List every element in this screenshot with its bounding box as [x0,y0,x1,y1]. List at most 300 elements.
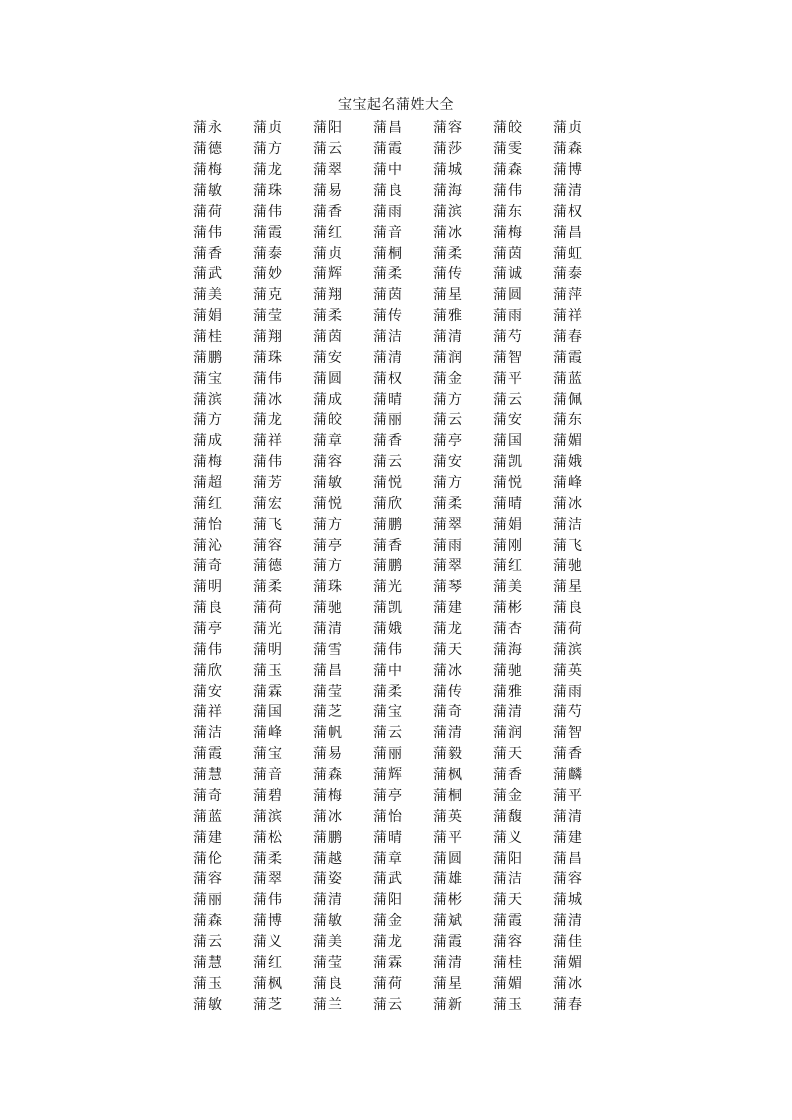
name-cell: 蒲云 [313,141,343,158]
name-cell: 蒲容 [493,933,523,950]
name-cell: 蒲茵 [373,287,403,304]
name-row [193,431,613,452]
name-cell: 蒲武 [193,266,223,283]
name-cell: 蒲权 [373,370,403,387]
name-cell: 蒲彬 [493,600,523,617]
name-cell: 蒲平 [433,829,463,846]
name-cell: 蒲霖 [253,683,283,700]
name-cell: 蒲媚 [493,975,523,992]
name-row [193,806,613,827]
name-cell: 蒲英 [433,808,463,825]
name-cell: 蒲蓝 [193,808,223,825]
name-cell: 蒲龙 [253,412,283,429]
name-cell: 蒲柔 [253,579,283,596]
name-cell: 蒲洁 [193,725,223,742]
name-cell: 蒲云 [373,725,403,742]
name-cell: 蒲驰 [313,600,343,617]
name-cell: 蒲祥 [193,704,223,721]
name-row [193,702,613,723]
name-cell: 蒲森 [313,767,343,784]
name-cell: 蒲方 [433,391,463,408]
name-cell: 蒲柔 [373,683,403,700]
name-cell: 蒲晴 [373,391,403,408]
name-cell: 蒲贞 [313,245,343,262]
name-cell: 蒲海 [493,641,523,658]
name-cell: 蒲宏 [253,495,283,512]
name-cell: 蒲音 [373,224,403,241]
name-cell: 蒲碧 [253,787,283,804]
name-cell: 蒲滨 [253,808,283,825]
name-cell: 蒲星 [433,287,463,304]
name-row [193,347,613,368]
name-cell: 蒲刚 [493,537,523,554]
name-row [193,765,613,786]
name-grid [193,118,613,1015]
name-row [193,681,613,702]
name-cell: 蒲霞 [553,349,583,366]
name-cell: 蒲玉 [193,975,223,992]
name-cell: 蒲悦 [373,475,403,492]
name-cell: 蒲贞 [253,120,283,137]
name-cell: 蒲飞 [253,516,283,533]
name-cell: 蒲敏 [313,475,343,492]
name-cell: 蒲霞 [373,141,403,158]
name-cell: 蒲博 [253,913,283,930]
name-cell: 蒲义 [493,829,523,846]
name-cell: 蒲飞 [553,537,583,554]
name-cell: 蒲清 [553,183,583,199]
name-cell: 蒲方 [433,475,463,492]
name-cell: 蒲斌 [433,913,463,930]
name-cell: 蒲龙 [253,162,283,179]
name-cell: 蒲英 [553,662,583,679]
name-cell: 蒲辉 [373,767,403,784]
name-cell: 蒲芝 [313,704,343,721]
name-cell: 蒲帆 [313,725,343,742]
name-cell: 蒲中 [373,162,403,179]
name-cell: 蒲滨 [433,203,463,220]
name-cell: 蒲悦 [493,475,523,492]
name-cell: 蒲智 [493,349,523,366]
name-cell: 蒲清 [493,704,523,721]
name-cell: 蒲玉 [253,662,283,679]
name-cell: 蒲章 [313,433,343,450]
name-row [193,660,613,681]
name-cell: 蒲娟 [493,516,523,533]
name-cell: 蒲敏 [313,913,343,930]
name-cell: 蒲莹 [313,954,343,971]
name-cell: 蒲桐 [373,245,403,262]
name-cell: 蒲良 [553,600,583,617]
name-cell: 蒲芝 [253,996,283,1013]
name-cell: 蒲香 [373,433,403,450]
name-row [193,723,613,744]
name-cell: 蒲伟 [493,183,523,199]
name-cell: 蒲凯 [493,454,523,471]
name-cell: 蒲馥 [493,808,523,825]
name-cell: 蒲建 [433,600,463,617]
name-row [193,285,613,306]
name-cell: 蒲鹏 [313,829,343,846]
name-cell: 蒲圆 [313,370,343,387]
name-cell: 蒲良 [193,600,223,617]
name-row [193,306,613,327]
name-cell: 蒲香 [373,537,403,554]
name-cell: 蒲雪 [313,641,343,658]
name-cell: 蒲权 [553,203,583,220]
name-cell: 蒲柔 [313,308,343,325]
name-cell: 蒲莹 [313,683,343,700]
name-cell: 蒲宝 [193,370,223,387]
name-cell: 蒲方 [193,412,223,429]
name-cell: 蒲金 [433,370,463,387]
name-cell: 蒲建 [193,829,223,846]
name-cell: 蒲美 [493,579,523,596]
name-cell: 蒲云 [433,412,463,429]
name-cell: 蒲传 [373,308,403,325]
name-row [193,514,613,535]
name-cell: 蒲伟 [373,641,403,658]
name-cell: 蒲良 [373,183,403,199]
name-cell: 蒲茵 [493,245,523,262]
name-cell: 蒲晴 [493,495,523,512]
name-cell: 蒲桐 [433,787,463,804]
name-cell: 蒲红 [493,558,523,575]
name-cell: 蒲雨 [433,537,463,554]
name-cell: 蒲海 [433,183,463,199]
name-cell: 蒲智 [553,725,583,742]
name-cell: 蒲亭 [193,621,223,638]
name-cell: 蒲柔 [253,850,283,867]
name-cell: 蒲美 [313,933,343,950]
name-cell: 蒲雄 [433,871,463,888]
name-cell: 蒲虹 [553,245,583,262]
name-row [193,598,613,619]
name-cell: 蒲晴 [373,829,403,846]
name-cell: 蒲昌 [553,224,583,241]
name-cell: 蒲容 [553,871,583,888]
name-cell: 蒲易 [313,746,343,763]
name-cell: 蒲柔 [373,266,403,283]
name-cell: 蒲德 [253,558,283,575]
name-row [193,932,613,953]
name-cell: 蒲亭 [433,433,463,450]
name-cell: 蒲珠 [313,579,343,596]
name-cell: 蒲媚 [553,433,583,450]
name-cell: 蒲媚 [553,954,583,971]
name-cell: 蒲驰 [493,662,523,679]
name-row [193,890,613,911]
name-cell: 蒲中 [373,662,403,679]
name-cell: 蒲武 [373,871,403,888]
name-cell: 蒲杏 [493,621,523,638]
name-cell: 蒲凯 [373,600,403,617]
name-cell: 蒲传 [433,683,463,700]
name-row [193,619,613,640]
name-cell: 蒲怡 [373,808,403,825]
name-cell: 蒲清 [553,913,583,930]
name-cell: 蒲峰 [253,725,283,742]
name-cell: 蒲霞 [193,746,223,763]
name-cell: 蒲春 [553,996,583,1013]
name-cell: 蒲越 [313,850,343,867]
name-cell: 蒲毅 [433,746,463,763]
name-cell: 蒲容 [433,120,463,137]
name-cell: 蒲悦 [313,495,343,512]
name-cell: 蒲滨 [193,391,223,408]
name-cell: 蒲洁 [493,871,523,888]
name-cell: 蒲洁 [373,329,403,346]
name-cell: 蒲伟 [253,370,283,387]
name-cell: 蒲彬 [433,892,463,909]
name-cell: 蒲天 [493,746,523,763]
name-cell: 蒲天 [493,892,523,909]
name-cell: 蒲柔 [433,245,463,262]
name-cell: 蒲梅 [313,787,343,804]
name-cell: 蒲奇 [193,558,223,575]
name-cell: 蒲伟 [253,203,283,220]
name-cell: 蒲光 [253,621,283,638]
name-cell: 蒲清 [553,808,583,825]
name-cell: 蒲驰 [553,558,583,575]
name-cell: 蒲沁 [193,537,223,554]
name-cell: 蒲昌 [373,120,403,137]
name-cell: 蒲皎 [313,412,343,429]
name-cell: 蒲鹏 [373,558,403,575]
name-cell: 蒲圆 [433,850,463,867]
name-row [193,556,613,577]
name-cell: 蒲亭 [373,787,403,804]
name-cell: 蒲永 [193,120,223,137]
name-cell: 蒲清 [313,892,343,909]
name-cell: 蒲章 [373,850,403,867]
name-cell: 蒲莎 [433,141,463,158]
name-cell: 蒲清 [433,725,463,742]
name-row [193,911,613,932]
name-cell: 蒲金 [373,913,403,930]
name-cell: 蒲奇 [193,787,223,804]
name-cell: 蒲香 [493,767,523,784]
name-cell: 蒲国 [493,433,523,450]
name-cell: 蒲明 [193,579,223,596]
name-cell: 蒲翠 [313,162,343,179]
name-cell: 蒲霞 [253,224,283,241]
name-cell: 蒲香 [193,245,223,262]
name-cell: 蒲翔 [253,329,283,346]
name-cell: 蒲翠 [253,871,283,888]
name-cell: 蒲香 [313,203,343,220]
name-cell: 蒲皎 [493,120,523,137]
name-row [193,994,613,1015]
name-cell: 蒲红 [313,224,343,241]
name-cell: 蒲清 [373,349,403,366]
name-cell: 蒲阳 [493,850,523,867]
name-cell: 蒲丽 [373,746,403,763]
name-cell: 蒲欣 [373,495,403,512]
name-row [193,827,613,848]
name-cell: 蒲冰 [313,808,343,825]
name-cell: 蒲怡 [193,516,223,533]
name-cell: 蒲克 [253,287,283,304]
name-cell: 蒲宝 [253,746,283,763]
name-row [193,493,613,514]
name-cell: 蒲雨 [373,203,403,220]
name-cell: 蒲云 [373,996,403,1013]
name-cell: 蒲兰 [313,996,343,1013]
name-cell: 蒲伟 [253,454,283,471]
name-row [193,473,613,494]
name-cell: 蒲雅 [433,308,463,325]
name-cell: 蒲鹏 [373,516,403,533]
name-cell: 蒲天 [433,641,463,658]
name-cell: 蒲欣 [193,662,223,679]
name-cell: 蒲安 [433,454,463,471]
name-cell: 蒲森 [193,913,223,930]
name-cell: 蒲冰 [553,495,583,512]
name-cell: 蒲昌 [553,850,583,867]
name-cell: 蒲冰 [253,391,283,408]
name-row [193,118,613,139]
name-row [193,160,613,181]
name-cell: 蒲霞 [433,933,463,950]
name-cell: 蒲冰 [433,662,463,679]
name-cell: 蒲安 [313,349,343,366]
name-cell: 蒲芳 [253,475,283,492]
name-cell: 蒲云 [373,454,403,471]
name-cell: 蒲清 [433,329,463,346]
name-cell: 蒲城 [553,892,583,909]
name-cell: 蒲雅 [493,683,523,700]
name-cell: 蒲平 [493,370,523,387]
name-row [193,327,613,348]
name-cell: 蒲梅 [193,162,223,179]
name-cell: 蒲超 [193,475,223,492]
name-cell: 蒲成 [193,433,223,450]
name-cell: 蒲珠 [253,183,283,199]
name-cell: 蒲东 [553,412,583,429]
name-row [193,535,613,556]
name-cell: 蒲珠 [253,349,283,366]
name-cell: 蒲冰 [433,224,463,241]
name-cell: 蒲雨 [493,308,523,325]
name-cell: 蒲滨 [553,641,583,658]
name-cell: 蒲荷 [373,975,403,992]
name-cell: 蒲国 [253,704,283,721]
name-cell: 蒲云 [193,933,223,950]
name-row [193,639,613,660]
name-cell: 蒲霞 [493,913,523,930]
name-row [193,181,613,202]
name-cell: 蒲清 [313,621,343,638]
name-cell: 蒲桂 [493,954,523,971]
name-cell: 蒲音 [253,767,283,784]
name-cell: 蒲伟 [193,224,223,241]
name-cell: 蒲翠 [433,516,463,533]
name-cell: 蒲平 [553,787,583,804]
name-row [193,410,613,431]
name-row [193,222,613,243]
name-cell: 蒲冰 [553,975,583,992]
name-cell: 蒲雨 [553,683,583,700]
name-cell: 蒲翠 [433,558,463,575]
name-row [193,452,613,473]
name-cell: 蒲敏 [193,996,223,1013]
name-cell: 蒲慧 [193,767,223,784]
name-cell: 蒲娥 [553,454,583,471]
name-cell: 蒲龙 [433,621,463,638]
name-row [193,201,613,222]
name-row [193,264,613,285]
name-cell: 蒲东 [493,203,523,220]
name-row [193,952,613,973]
name-row [193,389,613,410]
name-cell: 蒲容 [253,537,283,554]
name-cell: 蒲峰 [553,475,583,492]
name-row [193,786,613,807]
name-cell: 蒲红 [193,495,223,512]
name-cell: 蒲安 [193,683,223,700]
name-cell: 蒲芍 [493,329,523,346]
name-row [193,848,613,869]
name-cell: 蒲枫 [433,767,463,784]
name-cell: 蒲安 [493,412,523,429]
name-cell: 蒲香 [553,746,583,763]
name-cell: 蒲容 [193,871,223,888]
name-cell: 蒲明 [253,641,283,658]
name-row [193,744,613,765]
name-cell: 蒲润 [433,349,463,366]
name-cell: 蒲丽 [193,892,223,909]
name-row [193,869,613,890]
name-cell: 蒲义 [253,933,283,950]
name-cell: 蒲桂 [193,329,223,346]
name-cell: 蒲洁 [553,516,583,533]
name-cell: 蒲辉 [313,266,343,283]
name-row [193,139,613,160]
name-cell: 蒲龙 [373,933,403,950]
name-cell: 蒲娟 [193,308,223,325]
name-cell: 蒲传 [433,266,463,283]
name-cell: 蒲新 [433,996,463,1013]
name-row [193,368,613,389]
name-cell: 蒲红 [253,954,283,971]
name-cell: 蒲莹 [253,308,283,325]
name-cell: 蒲柔 [433,495,463,512]
name-cell: 蒲诚 [493,266,523,283]
name-cell: 蒲容 [313,454,343,471]
name-cell: 蒲城 [433,162,463,179]
name-cell: 蒲宝 [373,704,403,721]
name-cell: 蒲松 [253,829,283,846]
name-cell: 蒲博 [553,162,583,179]
name-cell: 蒲琴 [433,579,463,596]
name-cell: 蒲娥 [373,621,403,638]
name-cell: 蒲伟 [193,641,223,658]
name-cell: 蒲蓝 [553,370,583,387]
name-cell: 蒲鹏 [193,349,223,366]
name-cell: 蒲美 [193,287,223,304]
name-cell: 蒲伟 [253,892,283,909]
name-cell: 蒲清 [433,954,463,971]
name-cell: 蒲奇 [433,704,463,721]
name-cell: 蒲祥 [253,433,283,450]
name-cell: 蒲昌 [313,662,343,679]
name-cell: 蒲金 [493,787,523,804]
name-cell: 蒲易 [313,183,343,199]
name-cell: 蒲光 [373,579,403,596]
name-cell: 蒲慧 [193,954,223,971]
name-cell: 蒲丽 [373,412,403,429]
